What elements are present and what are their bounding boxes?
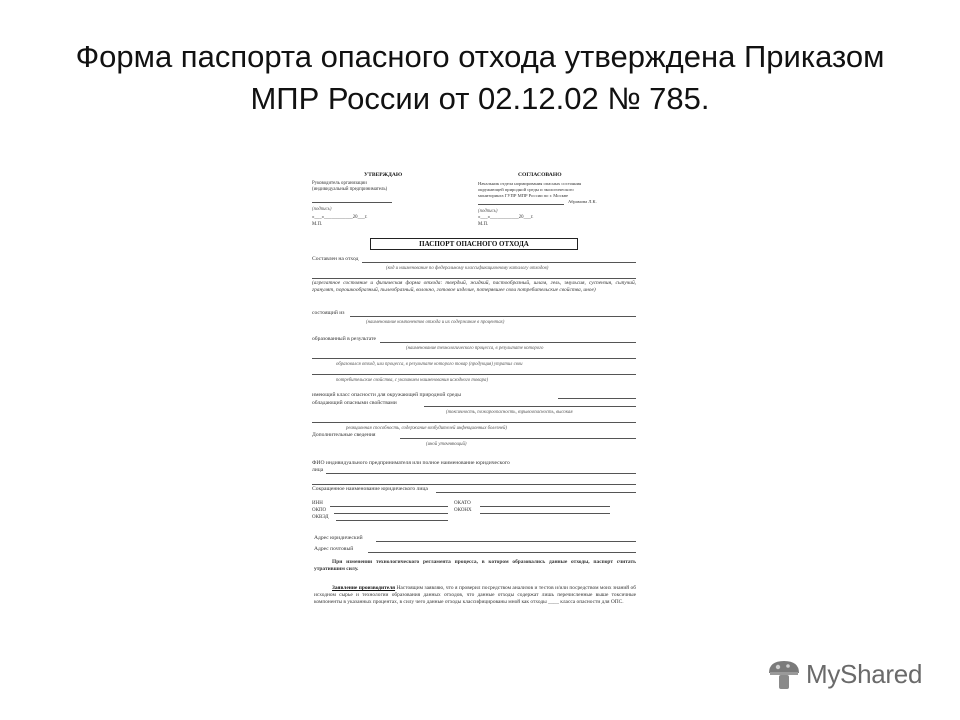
okved-label: ОКВЭД — [312, 515, 329, 520]
approve-heading: УТВЕРЖДАЮ — [364, 172, 403, 178]
myshared-logo — [766, 656, 934, 692]
formed-line-3 — [312, 374, 636, 375]
fio-line-2-rule — [312, 484, 636, 485]
okpo-label: ОКПО — [312, 508, 327, 513]
additional-label: Дополнительные сведения — [312, 432, 376, 438]
hazard-line-2 — [312, 422, 636, 423]
state-hint: (агрегатное состояние и физическая форма отхода: твердый, жидкий, пастообразный, шлам, гель, эмульсия, суспензия, сыпучий, гранулят, порошкообразный, пылеобразный, волокно, готовое изделие, потерявшее свои потребительские свойства, иное) — [312, 280, 636, 293]
agree-mp: М.П. — [478, 222, 489, 227]
short-name-label: Сокращенное наименование юридического лица — [312, 486, 428, 492]
short-name-line — [436, 492, 636, 493]
composed-on-label: Составлен на отход — [312, 256, 359, 262]
approve-date: «___»____________20___г. — [312, 215, 368, 220]
logo-text: MyShared — [806, 659, 923, 689]
okonh-line — [480, 513, 610, 514]
address-legal-label: Адрес юридический — [314, 535, 363, 541]
agree-date: «___»____________20___г. — [478, 215, 534, 220]
formed-label: образованный в результате — [312, 336, 377, 342]
agree-sign-hint: (подпись) — [478, 209, 498, 214]
agree-heading: СОГЛАСОВАНО — [518, 172, 562, 178]
approve-line-1: Руководитель организации — [312, 181, 367, 186]
approve-line-2: (индивидуальный предприниматель) — [312, 187, 388, 192]
formed-hint-2: образовался отход, или процесса, в результате которого товар (продукция) утратил свои — [336, 362, 523, 367]
hazard-class-line — [558, 398, 636, 399]
note-bold: При изменении технологического регламента процесса, в котором образовались данные отходы, паспорт считать утратившим силу. — [314, 559, 636, 572]
state-line — [312, 278, 636, 279]
okonh-label: ОКОНХ — [454, 508, 472, 513]
hazard-class-label: имеющий класс опасности для окружающей природной среды — [312, 392, 462, 398]
slide-title — [0, 36, 960, 120]
approve-signature-line — [312, 202, 392, 203]
composed-hint: (код и наименование по федеральному классификационному каталогу отходов) — [386, 266, 549, 271]
passport-title-box: ПАСПОРТ ОПАСНОГО ОТХОДА — [370, 238, 578, 250]
address-legal-line — [376, 541, 636, 542]
formed-line-2 — [312, 358, 636, 359]
inn-label: ИНН — [312, 501, 323, 506]
hazard-hint-2: реакционная способность, содержание возбудителей инфекционных болезней) — [346, 426, 507, 431]
additional-hint: (иной уточняющий) — [426, 442, 467, 447]
agree-line-3: мониторинга ГУПР МПР России по г. Москве — [478, 193, 569, 198]
agree-name: Абрамова Л.К. — [568, 199, 597, 204]
formed-line — [380, 342, 636, 343]
fio-line-2: лица — [312, 467, 324, 473]
mushroom-logo-icon — [766, 658, 802, 692]
consisting-hint: (наименование компонентов отхода и их содержание в процентах) — [366, 320, 505, 325]
approve-sign-hint: (подпись) — [312, 207, 332, 212]
address-postal-line — [368, 552, 636, 553]
formed-hint-3: потребительские свойства, с указанием наименования исходного товара) — [336, 378, 489, 383]
fio-line — [326, 473, 636, 474]
slide-title-line-2: МПР России от 02.12.02 № 785. — [250, 81, 710, 116]
formed-hint-1: (наименование технологического процесса, в результате которого — [406, 346, 544, 351]
okato-label: ОКАТО — [454, 501, 471, 506]
hazard-props-label: обладающий опасными свойствами — [312, 400, 397, 406]
okved-line — [336, 520, 448, 521]
address-postal-label: Адрес почтовый — [314, 546, 354, 552]
statement-paragraph — [314, 585, 636, 606]
hazard-props-line — [424, 406, 636, 407]
statement-lead: Заявление производителя — [332, 585, 396, 591]
inn-line — [330, 506, 448, 507]
approve-mp: М.П. — [312, 222, 323, 227]
slide-title-line-1: Форма паспорта опасного отхода утверждена Приказом — [75, 39, 885, 74]
hazard-hint-1: (токсичность, пожароопасность, взрывоопасность, высокая — [446, 410, 573, 415]
okato-line — [480, 506, 610, 507]
agree-line-1: Начальник отдела нормирования опасных состояния — [478, 181, 582, 186]
agree-line-2: окружающей природной среды и экологического — [478, 187, 574, 192]
consisting-label: состоящий из — [312, 310, 345, 316]
consisting-line — [350, 316, 636, 317]
composed-line — [362, 262, 636, 263]
okpo-line — [334, 513, 448, 514]
passport-document-image — [306, 166, 648, 646]
statement-text: Настоящим заявляю, что я проверил посредством анализов и тестов и/или посредством моих знаний об исходном сырье и технологии образования данных отходов, что данные отходы содержат лишь перечисленные выше токсичные компоненты в указанных процентах, в силу чего данные отходы классифицированы мной как отходы ____ класса опасности для ОПС. — [314, 585, 636, 605]
fio-line-1: ФИО индивидуального предпринимателя или полное наименование юридического — [312, 460, 510, 466]
agree-signature-line — [478, 204, 564, 205]
additional-line — [400, 438, 636, 439]
